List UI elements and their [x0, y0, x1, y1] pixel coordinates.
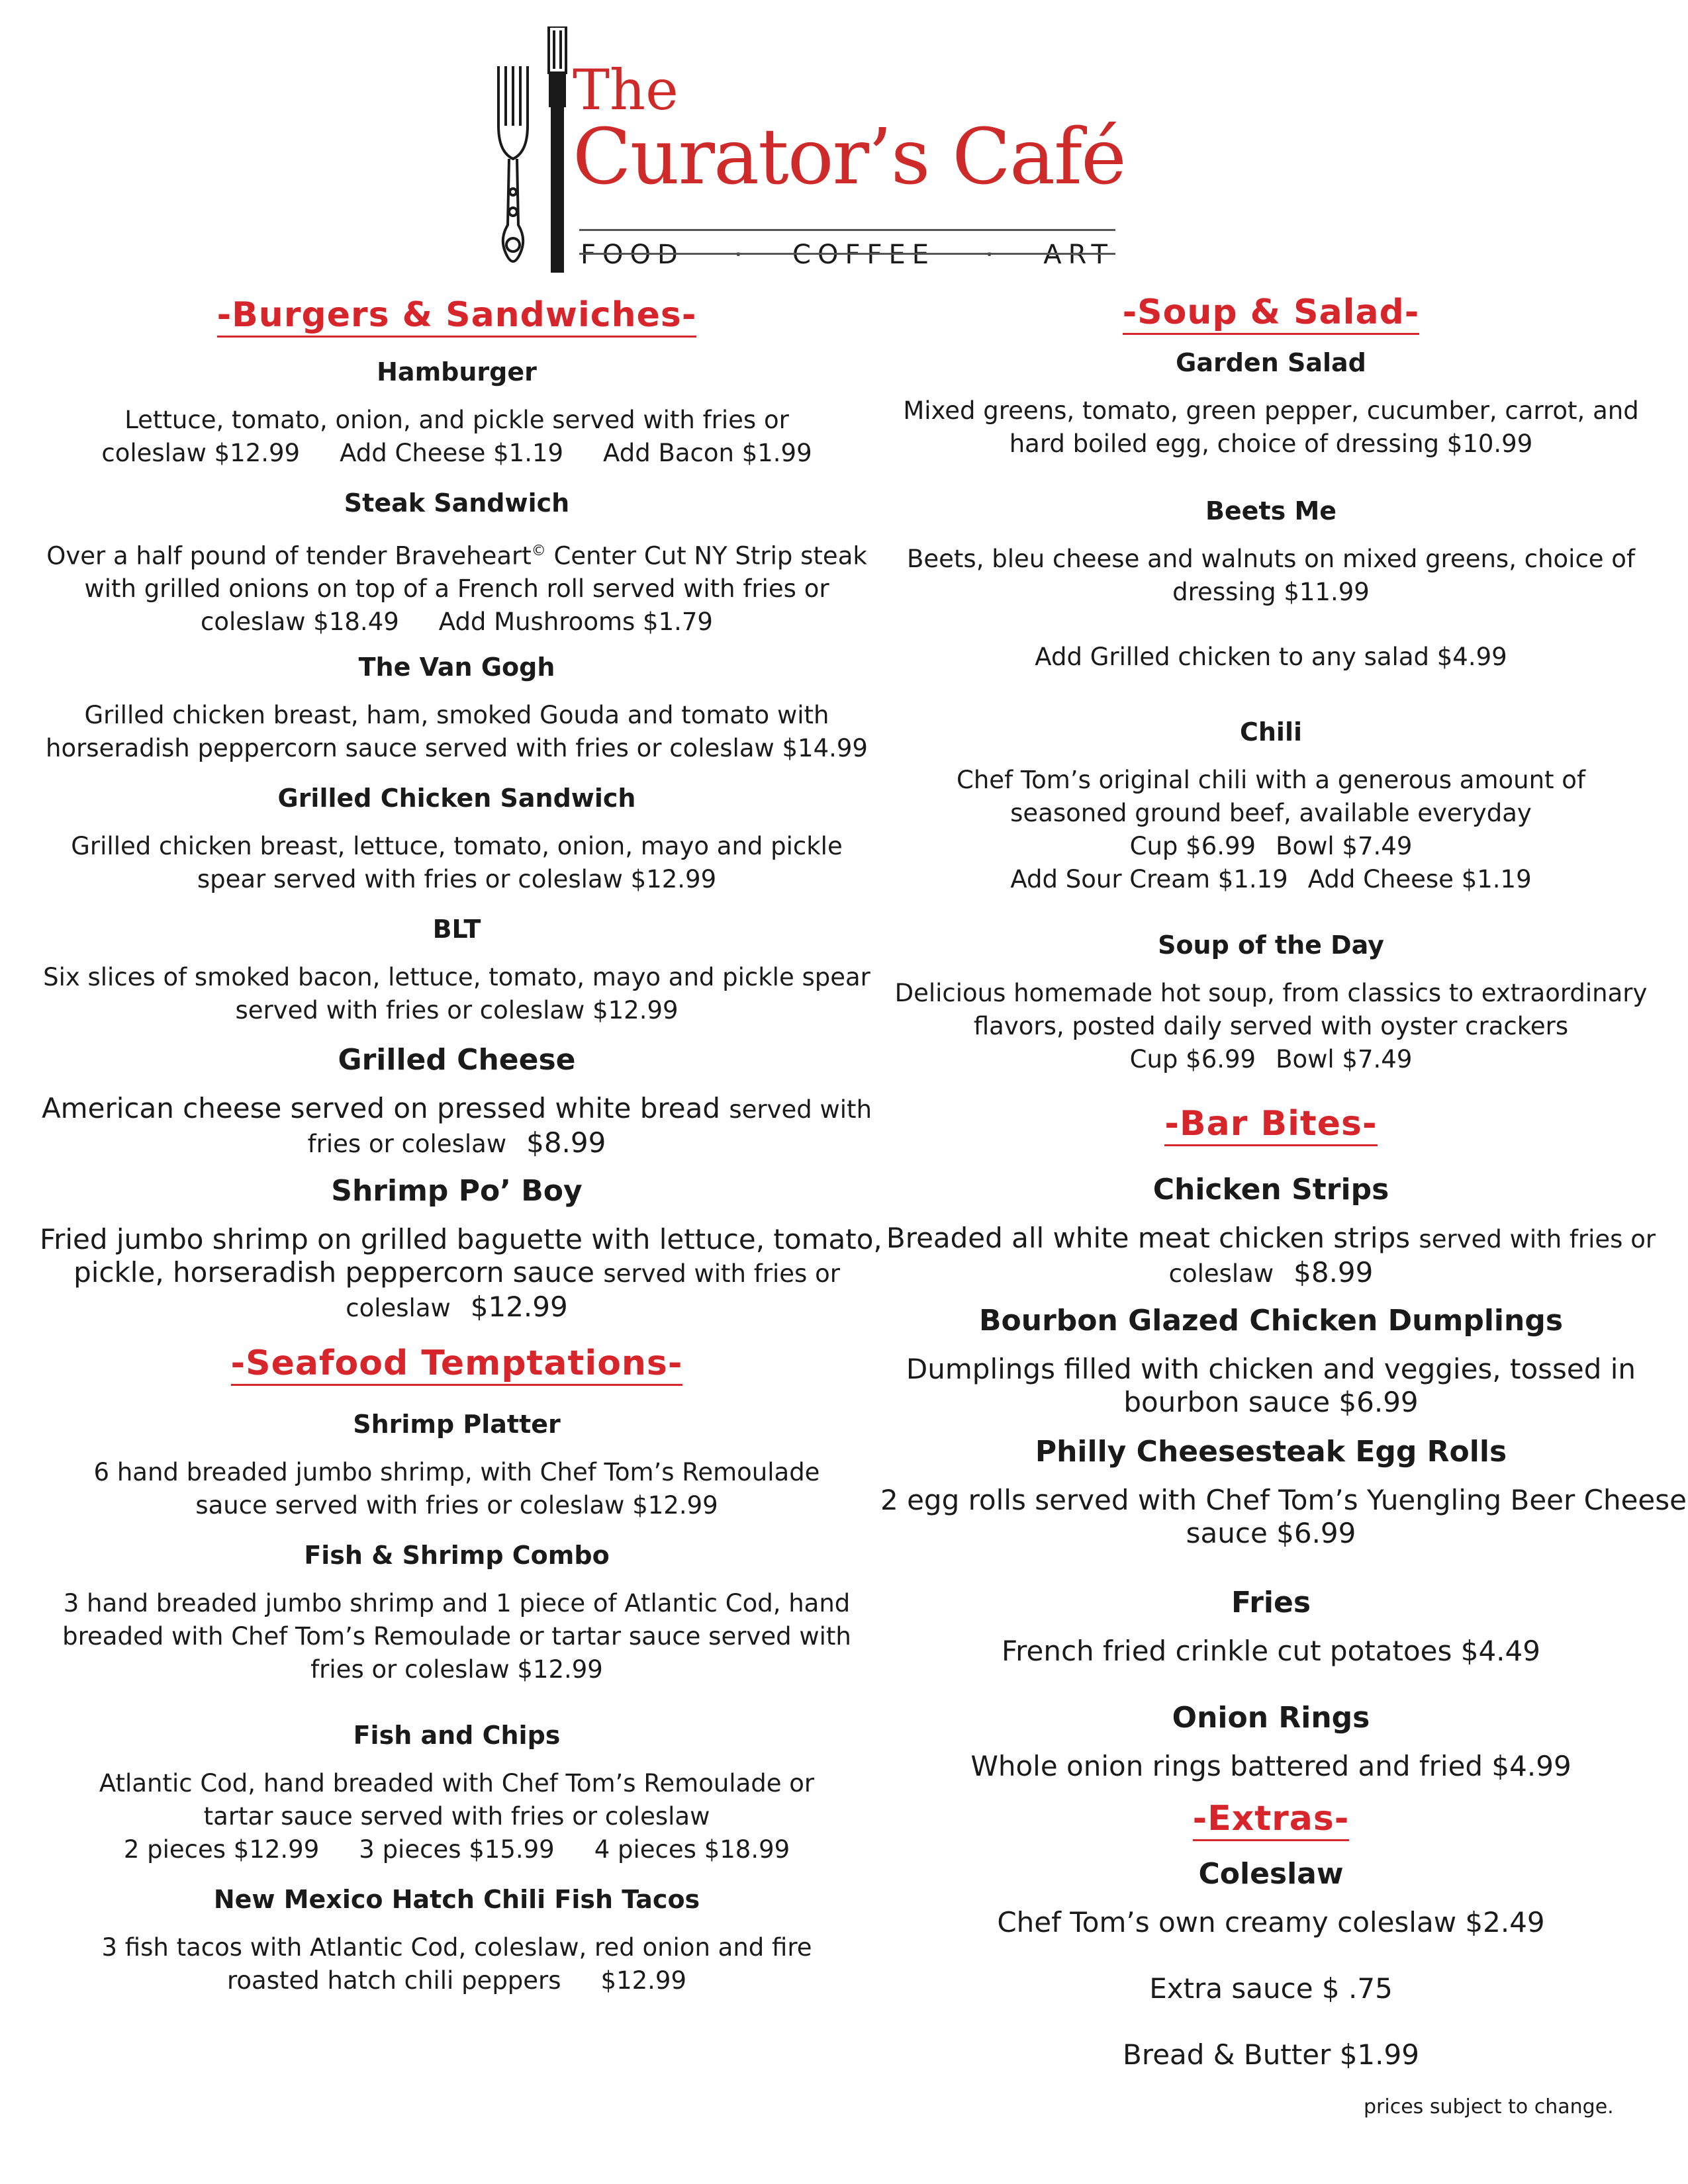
tagline-separator: · — [985, 240, 994, 270]
add-chicken-note: Add Grilled chicken to any salad $4.99 — [1035, 643, 1507, 671]
item-hamburger-name: Hamburger — [377, 357, 537, 387]
item-hamburger-desc: Lettuce, tomato, onion, and pickle served with fries or coleslaw $12.99 Add Cheese $1.19 Add Bacon $1.99 — [101, 406, 812, 467]
item-vangogh-desc: Grilled chicken breast, ham, smoked Gouda and tomato with horseradish peppercorn sauce served with fries or coleslaw $14.99 — [46, 701, 868, 762]
item-po-boy-desc: Fried jumbo shrimp on grilled baguette with lettuce, tomato, pickle, horseradish peppercorn sauce served with fries or coleslaw $12.99 — [40, 1223, 882, 1323]
item-po-boy-name: Shrimp Po’ Boy — [331, 1174, 583, 1208]
tagline-coffee: COFFEE — [792, 240, 936, 270]
item-tacos-desc: 3 fish tacos with Atlantic Cod, coleslaw, red onion and fire roasted hatch chili peppers $12.99 — [101, 1933, 812, 1995]
item-soup-day-name: Soup of the Day — [1158, 931, 1384, 960]
item-beets-desc: Beets, bleu cheese and walnuts on mixed greens, choice of dressing $11.99 — [907, 545, 1635, 606]
item-chili-desc: Chef Tom’s original chili with a generous amount of seasoned ground beef, available everyday Cup $6.99 Bowl $7.49 Add Sour Cream $1.19 Add Cheese $1.19 — [957, 766, 1585, 893]
logo-tagline — [581, 240, 1114, 270]
item-dumplings-name: Bourbon Glazed Chicken Dumplings — [978, 1304, 1564, 1338]
item-dumplings-desc: Dumplings filled with chicken and veggies, tossed in bourbon sauce $6.99 — [906, 1353, 1636, 1418]
item-blt-name: BLT — [432, 915, 481, 944]
item-soup-day-desc: Delicious homemade hot soup, from classics to extraordinary flavors, posted daily served with oyster crackers Cup $6.99 Bowl $7.49 — [894, 979, 1648, 1073]
item-combo-name: Fish & Shrimp Combo — [304, 1541, 610, 1570]
logo-rule-top — [579, 229, 1115, 231]
footnote: prices subject to change. — [1364, 2095, 1614, 2118]
item-beets-name: Beets Me — [1205, 496, 1337, 525]
logo-the: The — [573, 58, 679, 122]
item-garden-salad-name: Garden Salad — [1176, 348, 1366, 377]
utensils-graphic — [493, 26, 579, 278]
item-tacos-name: New Mexico Hatch Chili Fish Tacos — [213, 1885, 700, 1914]
section-burgers-title: -Burgers & Sandwiches- — [40, 296, 874, 338]
item-combo-desc: 3 hand breaded jumbo shrimp and 1 piece of Atlantic Cod, hand breaded with Chef Tom’s Remoulade or tartar sauce served with fries or coleslaw $12.99 — [62, 1589, 851, 1684]
item-extra-sauce: Extra sauce $ .75 — [1149, 1972, 1393, 2005]
item-vangogh-name: The Van Gogh — [358, 653, 555, 682]
item-egg-rolls-name: Philly Cheesesteak Egg Rolls — [1035, 1435, 1507, 1469]
logo — [493, 26, 1125, 278]
logo-rule-bottom — [579, 253, 1115, 255]
item-shrimp-platter-desc: 6 hand breaded jumbo shrimp, with Chef Tom’s Remoulade sauce served with fries or coleslaw $12.99 — [93, 1458, 820, 1520]
item-fish-chips-name: Fish and Chips — [353, 1721, 561, 1750]
section-bar-bites-title: -Bar Bites- — [880, 1105, 1662, 1146]
tagline-art: ART — [1043, 240, 1114, 270]
item-grilled-cheese-desc: American cheese served on pressed white bread served with fries or coleslaw $8.99 — [41, 1092, 872, 1159]
item-blt-desc: Six slices of smoked bacon, lettuce, tomato, mayo and pickle spear served with fries or coleslaw $12.99 — [43, 963, 870, 1024]
item-chicken-strips-name: Chicken Strips — [1152, 1173, 1389, 1206]
logo-name: Curator’s Café — [573, 113, 1125, 202]
item-shrimp-platter-name: Shrimp Platter — [353, 1410, 561, 1439]
tagline-food: FOOD — [581, 240, 684, 270]
item-grilled-chicken-desc: Grilled chicken breast, lettuce, tomato, onion, mayo and pickle spear served with fries or coleslaw $12.99 — [71, 832, 843, 893]
item-coleslaw-desc: Chef Tom’s own creamy coleslaw $2.49 — [997, 1906, 1545, 1938]
fork-icon — [498, 66, 528, 261]
item-fries-desc: French fried crinkle cut potatoes $4.49 — [1002, 1635, 1540, 1667]
section-extras-title: -Extras- — [880, 1800, 1662, 1841]
tagline-separator: · — [734, 240, 743, 270]
section-soup-salad-title: -Soup & Salad- — [880, 294, 1662, 335]
item-egg-rolls-desc: 2 egg rolls served with Chef Tom’s Yuengling Beer Cheese sauce $6.99 — [880, 1484, 1687, 1549]
item-chicken-strips-desc: Breaded all white meat chicken strips served with fries or coleslaw $8.99 — [886, 1222, 1656, 1289]
item-chili-name: Chili — [1239, 717, 1303, 747]
paintbrush-icon — [549, 26, 566, 271]
item-steak-name: Steak Sandwich — [344, 488, 570, 518]
item-steak-desc: Over a half pound of tender Braveheart© Center Cut NY Strip steak with grilled onions on top of a French roll served with fries or coleslaw $18.49 Add Mushrooms $1.79 — [46, 541, 867, 637]
item-bread-butter: Bread & Butter $1.99 — [1123, 2038, 1419, 2071]
item-grilled-cheese-name: Grilled Cheese — [338, 1043, 576, 1077]
item-grilled-chicken-name: Grilled Chicken Sandwich — [277, 784, 636, 813]
section-seafood-title: -Seafood Temptations- — [40, 1345, 874, 1386]
item-coleslaw-name: Coleslaw — [1198, 1857, 1344, 1891]
item-onion-rings-name: Onion Rings — [1172, 1701, 1370, 1735]
item-fish-chips-desc: Atlantic Cod, hand breaded with Chef Tom’s Remoulade or tartar sauce served with fries or coleslaw 2 pieces $12.99 3 pieces $15.99 4 pieces $18.99 — [99, 1769, 815, 1864]
item-onion-rings-desc: Whole onion rings battered and fried $4.99 — [970, 1750, 1571, 1782]
item-fries-name: Fries — [1231, 1586, 1311, 1619]
item-garden-salad-desc: Mixed greens, tomato, green pepper, cucumber, carrot, and hard boiled egg, choice of dressing $10.99 — [903, 396, 1639, 458]
